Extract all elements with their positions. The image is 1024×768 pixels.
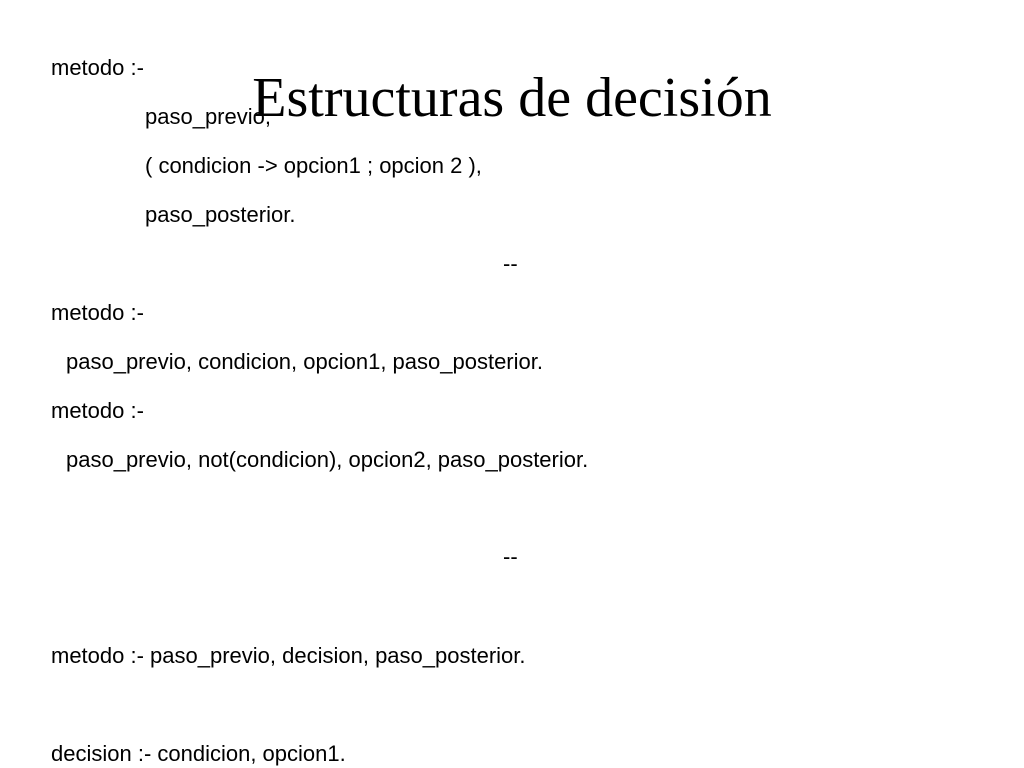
code-line: metodo :- paso_previo, decision, paso_posterior. — [51, 643, 526, 668]
code-line: paso_previo, not(condicion), opcion2, paso_posterior. — [66, 447, 589, 472]
code-line: paso_previo, condicion, opcion1, paso_posterior. — [66, 349, 543, 374]
separator: -- — [503, 544, 518, 569]
separator: -- — [503, 251, 518, 276]
slide-title: Estructuras de decisión — [252, 67, 772, 129]
code-line: metodo :- — [51, 398, 144, 423]
code-line: metodo :- — [51, 300, 144, 325]
code-line: paso_posterior. — [145, 202, 296, 227]
code-line: ( condicion -> opcion1 ; opcion 2 ), — [145, 153, 482, 178]
code-line: paso_previo, — [145, 104, 271, 129]
code-line: metodo :- — [51, 55, 144, 80]
code-line: decision :- condicion, opcion1. — [51, 741, 346, 766]
